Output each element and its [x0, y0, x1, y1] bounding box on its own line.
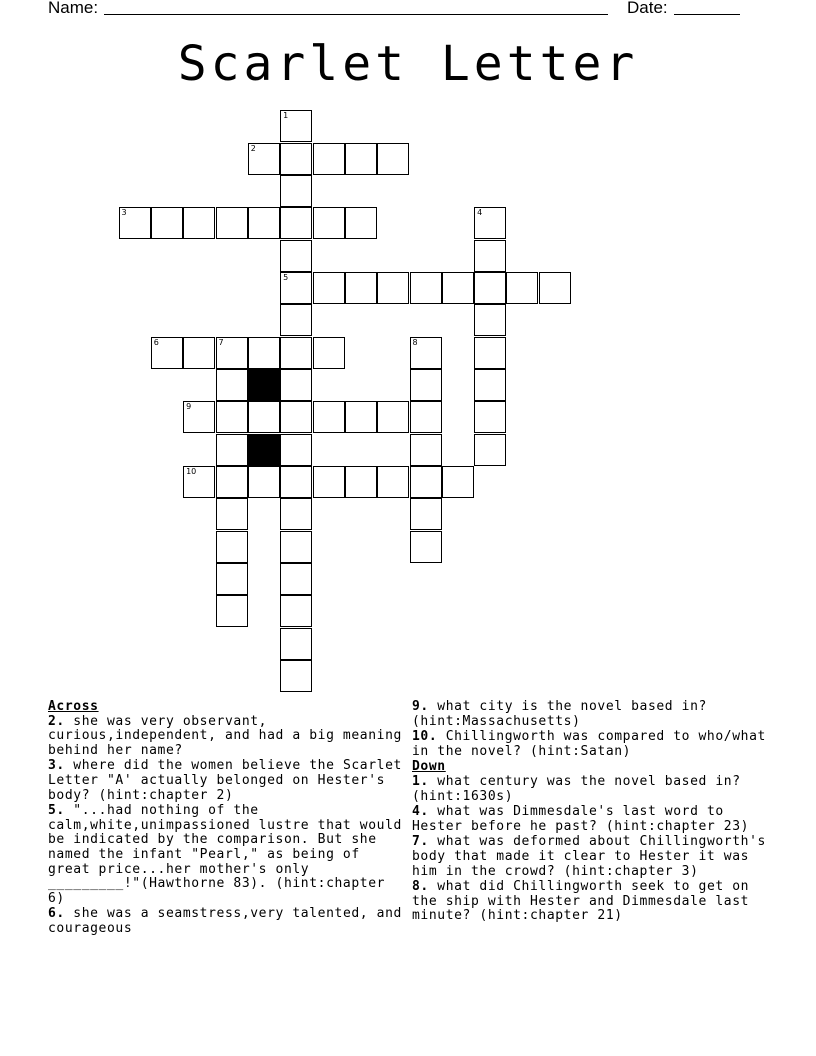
grid-cell[interactable] [183, 466, 215, 498]
name-label: Name: [48, 0, 99, 17]
grid-cell[interactable] [280, 466, 312, 498]
grid-cell[interactable] [216, 498, 248, 530]
grid-cell[interactable] [313, 401, 345, 433]
clue-item [48, 804, 403, 906]
grid-cell[interactable] [119, 207, 151, 239]
clue-num: 9. [412, 699, 429, 714]
grid-cell[interactable] [248, 466, 280, 498]
puzzle-title: Scarlet Letter [177, 36, 639, 92]
clue-number: 4 [477, 208, 483, 218]
clue-number: 6 [153, 337, 159, 347]
grid-cell[interactable] [216, 369, 248, 401]
grid-cell[interactable] [410, 434, 442, 466]
grid-cell[interactable] [216, 563, 248, 595]
grid-cell[interactable] [345, 272, 377, 304]
grid-cell[interactable] [442, 466, 474, 498]
grid-cell[interactable] [280, 272, 312, 304]
clue-num: 3. [48, 758, 65, 774]
clue-number: 3 [121, 208, 127, 218]
grid-cell[interactable] [216, 434, 248, 466]
grid-cell[interactable] [280, 240, 312, 272]
grid-cell[interactable] [474, 434, 506, 466]
grid-cell[interactable] [151, 207, 183, 239]
grid-cell[interactable] [345, 207, 377, 239]
grid-cell[interactable] [151, 337, 183, 369]
grid-cell[interactable] [410, 466, 442, 498]
grid-cell[interactable] [280, 110, 312, 142]
clue-number: 8 [412, 337, 418, 347]
clue-text: Chillingworth was compared to who/what in the novel? (hint:Satan) [412, 729, 766, 759]
grid-cell[interactable] [539, 272, 571, 304]
grid-cell[interactable] [410, 401, 442, 433]
grid-cell[interactable] [280, 401, 312, 433]
grid-cell[interactable] [474, 401, 506, 433]
clue-num: 4. [412, 804, 429, 820]
grid-cell[interactable] [280, 434, 312, 466]
clue-number: 9 [186, 402, 192, 412]
grid-cell[interactable] [216, 207, 248, 239]
clue-text: she was a seamstress,very talented, and courageous [48, 906, 402, 936]
grid-cell[interactable] [410, 531, 442, 563]
grid-cell[interactable] [442, 272, 474, 304]
grid-cell[interactable] [248, 401, 280, 433]
grid-cell[interactable] [410, 272, 442, 304]
grid-cell[interactable] [377, 401, 409, 433]
black-square [248, 434, 280, 466]
clue-text: what century was the novel based in? (hint:1630s) [412, 773, 741, 804]
grid-cell[interactable] [345, 143, 377, 175]
clue-item [412, 880, 767, 924]
clues-left-column [48, 700, 403, 938]
grid-cell[interactable] [377, 272, 409, 304]
clue-text: she was very observant, curious,independent, and had a big meaning behind her name? [48, 713, 402, 758]
grid-cell[interactable] [280, 304, 312, 336]
clue-text: what did Chillingworth seek to get on the ship with Hester and Dimmesdale last minute? (hint:chapter 21) [412, 879, 750, 924]
grid-cell[interactable] [410, 369, 442, 401]
clue-num: 7. [412, 834, 429, 850]
clue-text: what city is the novel based in? (hint:Massachusetts) [412, 699, 707, 729]
across-clue-list-continued [412, 700, 767, 759]
clue-num: 2. [48, 713, 65, 729]
grid-cell[interactable] [280, 531, 312, 563]
grid-cell[interactable] [280, 628, 312, 660]
grid-cell[interactable] [474, 369, 506, 401]
clue-item [48, 907, 403, 936]
grid-cell[interactable] [377, 143, 409, 175]
grid-cell[interactable] [313, 143, 345, 175]
clue-num: 6. [48, 906, 65, 922]
grid-cell[interactable] [280, 498, 312, 530]
clue-item [412, 730, 767, 759]
grid-cell[interactable] [280, 207, 312, 239]
date-label: Date: [627, 0, 668, 17]
grid-cell[interactable] [248, 143, 280, 175]
grid-cell[interactable] [183, 207, 215, 239]
clue-num: 5. [48, 803, 65, 819]
clue-item [412, 700, 767, 729]
clue-num: 8. [412, 879, 429, 895]
clue-num: 1. [412, 773, 429, 789]
clue-item [412, 775, 767, 804]
grid-cell[interactable] [313, 466, 345, 498]
grid-cell[interactable] [216, 531, 248, 563]
clue-item [412, 805, 767, 834]
grid-cell[interactable] [280, 175, 312, 207]
clue-number: 1 [283, 111, 289, 121]
grid-cell[interactable] [248, 207, 280, 239]
clue-text: what was deformed about Chillingworth's body that made it clear to Hester it was him in the crowd? (hint:chapter 3) [412, 834, 766, 879]
grid-cell[interactable] [474, 272, 506, 304]
clue-num: 10. [412, 729, 438, 745]
clue-item [412, 835, 767, 879]
grid-cell[interactable] [216, 466, 248, 498]
across-heading: Across [48, 699, 99, 714]
down-heading: Down [412, 759, 446, 775]
clue-text: where did the women believe the Scarlet Letter "A' actually belonged on Hester's body? (hint:chapter 2) [48, 758, 402, 803]
clue-text: what was Dimmesdale's last word to Hester before he past? (hint:chapter 23) [412, 804, 750, 834]
grid-cell[interactable] [410, 337, 442, 369]
clue-text: "...had nothing of the calm,white,unimpassioned lustre that would be indicated by the comparison. But she named the infant "Pearl," as being of great price...her mother's only _________!"(Hawthorne 83). (hint:chapter 6) [48, 803, 402, 906]
grid-cell[interactable] [313, 337, 345, 369]
grid-cell[interactable] [280, 563, 312, 595]
clue-number: 5 [283, 273, 289, 282]
grid-cell[interactable] [313, 207, 345, 239]
clue-number: 2 [250, 143, 256, 153]
grid-cell[interactable] [474, 304, 506, 336]
grid-cell[interactable] [183, 337, 215, 369]
clue-item [48, 715, 403, 759]
grid-cell[interactable] [506, 272, 538, 304]
across-clue-list [48, 715, 403, 937]
grid-cell[interactable] [216, 337, 248, 369]
grid-cell[interactable] [345, 401, 377, 433]
grid-cell[interactable] [280, 143, 312, 175]
grid-cell[interactable] [280, 369, 312, 401]
grid-cell[interactable] [280, 660, 312, 692]
grid-cell[interactable] [248, 337, 280, 369]
grid-cell[interactable] [216, 595, 248, 627]
grid-cell[interactable] [474, 240, 506, 272]
grid-cell[interactable] [280, 595, 312, 627]
clue-number: 10 [186, 467, 197, 476]
clue-item [48, 759, 403, 803]
grid-cell[interactable] [313, 272, 345, 304]
grid-cell[interactable] [280, 337, 312, 369]
grid-cell[interactable] [377, 466, 409, 498]
grid-cell[interactable] [216, 401, 248, 433]
clues-right-column [412, 700, 767, 925]
clue-number: 7 [218, 337, 224, 347]
grid-cell[interactable] [410, 498, 442, 530]
down-clue-list [412, 775, 767, 924]
grid-cell[interactable] [183, 401, 215, 433]
grid-cell[interactable] [474, 207, 506, 239]
black-square [248, 369, 280, 401]
grid-cell[interactable] [474, 337, 506, 369]
grid-cell[interactable] [345, 466, 377, 498]
